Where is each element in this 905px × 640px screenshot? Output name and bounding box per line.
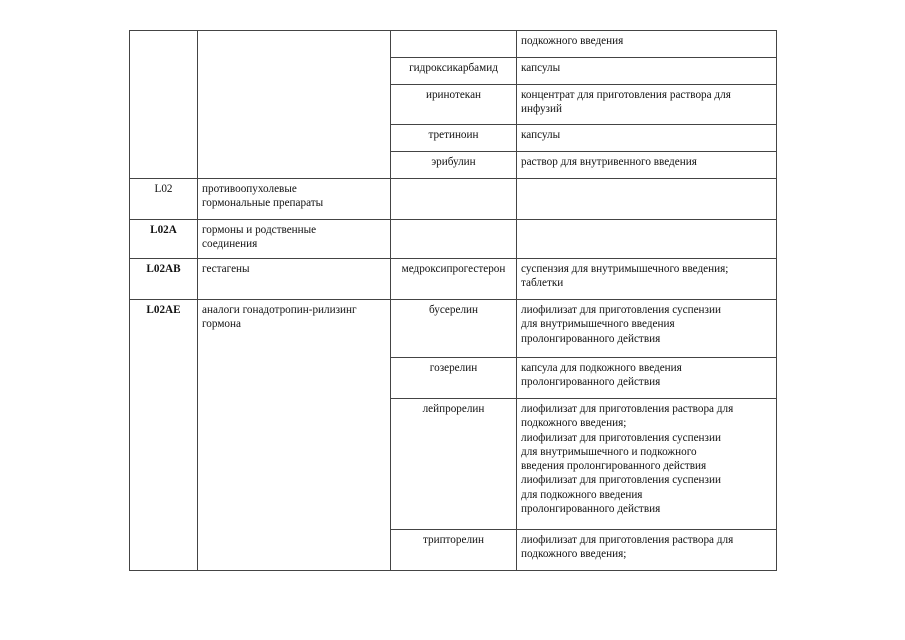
dosage-form-line: капсула для подкожного введения	[521, 362, 682, 374]
dosage-form-cell	[517, 220, 777, 259]
dosage-form-cell	[517, 31, 777, 58]
inn-cell: гозерелин	[391, 358, 517, 399]
dosage-form-cell	[517, 358, 777, 399]
dosage-form-line: для подкожного введения	[521, 488, 643, 501]
dosage-form-line: подкожного введения;	[521, 417, 627, 430]
atc-name-line: гормональные препараты	[202, 197, 324, 210]
table-row	[130, 259, 777, 300]
atc-name-cell	[198, 259, 391, 300]
dosage-form-cell	[517, 85, 777, 125]
dosage-form-line: подкожного введения	[521, 35, 624, 47]
dosage-form-line: лиофилизат для приготовления раствора для	[521, 403, 734, 415]
inn-cell: медроксипрогестерон	[391, 259, 517, 300]
atc-name-line: гормоны и родственные	[202, 224, 317, 236]
dosage-form-line: лиофилизат для приготовления суспензии	[521, 431, 721, 444]
dosage-form-line: инфузий	[521, 103, 562, 116]
dosage-form-line: введения пролонгированного действия	[521, 460, 707, 473]
table-row	[130, 179, 777, 220]
dosage-form-cell	[517, 152, 777, 179]
atc-code-cell: L02A	[130, 220, 198, 259]
atc-name-line: аналоги гонадотропин-рилизинг	[202, 304, 357, 316]
dosage-form-line: пролонгированного действия	[521, 503, 661, 516]
inn-cell	[391, 179, 517, 220]
dosage-form-cell	[517, 125, 777, 152]
inn-cell: бусерелин	[391, 300, 517, 358]
atc-code-cell	[130, 31, 198, 179]
dosage-form-cell	[517, 300, 777, 358]
inn-cell: эрибулин	[391, 152, 517, 179]
dosage-form-line: лиофилизат для приготовления раствора для	[521, 534, 734, 546]
atc-drug-table	[129, 30, 777, 571]
atc-name-line: гормона	[202, 318, 241, 331]
inn-cell	[391, 220, 517, 259]
inn-cell: гидроксикарбамид	[391, 58, 517, 85]
dosage-form-cell	[517, 58, 777, 85]
table-row	[130, 31, 777, 58]
dosage-form-cell	[517, 530, 777, 571]
inn-cell: третиноин	[391, 125, 517, 152]
table-row	[130, 300, 777, 358]
dosage-form-line: пролонгированного действия	[521, 376, 661, 389]
dosage-form-line: раствор для внутривенного введения	[521, 156, 697, 168]
dosage-form-line: лиофилизат для приготовления суспензии	[521, 304, 721, 316]
inn-cell: иринотекан	[391, 85, 517, 125]
atc-code-cell: L02AB	[130, 259, 198, 300]
atc-name-cell	[198, 31, 391, 179]
dosage-form-line: суспензия для внутримышечного введения;	[521, 263, 729, 275]
dosage-form-line: пролонгированного действия	[521, 332, 661, 345]
inn-cell: лейпрорелин	[391, 399, 517, 530]
atc-name-line: противоопухолевые	[202, 183, 297, 195]
inn-cell: трипторелин	[391, 530, 517, 571]
dosage-form-line: для внутримышечного и подкожного	[521, 445, 697, 458]
dosage-form-line: лиофилизат для приготовления суспензии	[521, 474, 721, 487]
dosage-form-cell	[517, 399, 777, 530]
dosage-form-line: концентрат для приготовления раствора для	[521, 89, 731, 101]
atc-name-cell	[198, 220, 391, 259]
dosage-form-cell	[517, 259, 777, 300]
atc-name-cell	[198, 179, 391, 220]
atc-code-cell: L02	[130, 179, 198, 220]
inn-cell	[391, 31, 517, 58]
dosage-form-line: подкожного введения;	[521, 548, 627, 561]
dosage-form-line: капсулы	[521, 129, 561, 141]
atc-code-cell: L02AE	[130, 300, 198, 571]
atc-name-line: гестагены	[202, 263, 250, 275]
atc-name-line: соединения	[202, 238, 258, 251]
dosage-form-line: для внутримышечного введения	[521, 318, 675, 331]
dosage-form-cell	[517, 179, 777, 220]
atc-name-cell	[198, 300, 391, 571]
dosage-form-line: таблетки	[521, 277, 564, 290]
dosage-form-line: капсулы	[521, 62, 561, 74]
table-row	[130, 220, 777, 259]
